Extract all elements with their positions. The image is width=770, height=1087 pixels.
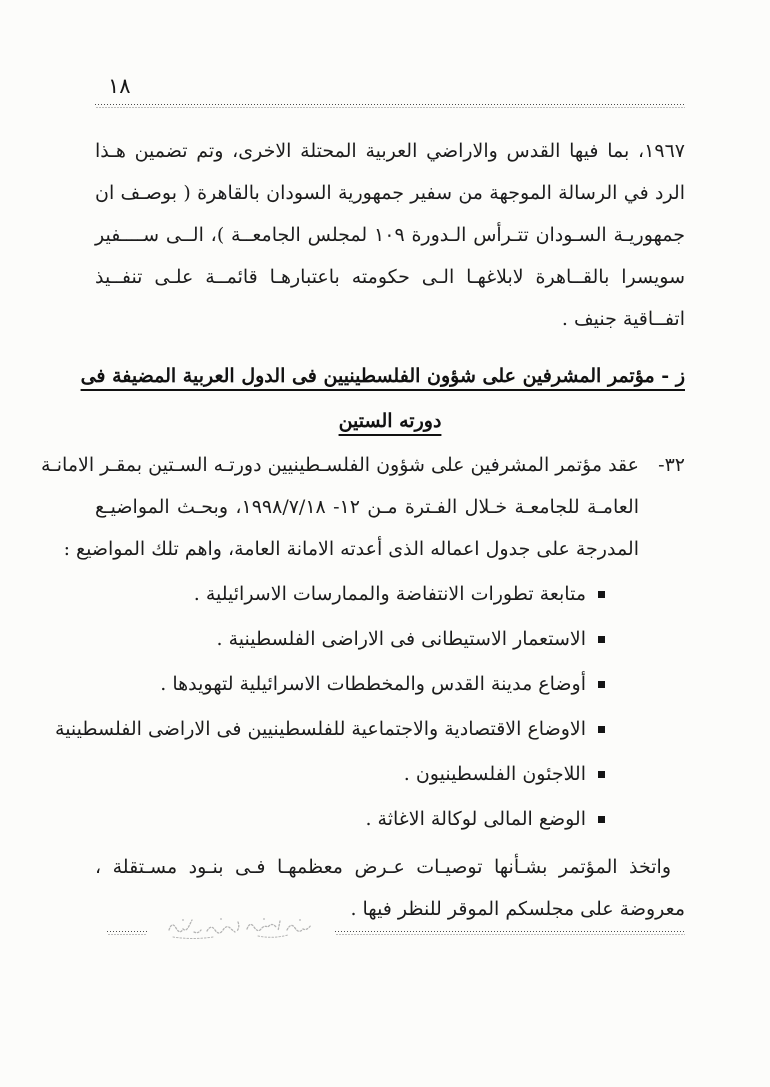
- list-item: [95, 752, 685, 797]
- footer-rule-left: [107, 931, 147, 935]
- list-item: [95, 662, 685, 707]
- bullet-square-icon: [598, 681, 605, 688]
- list-item: [95, 797, 685, 842]
- list-item-text: الوضع المالى لوكالة الاغاثة .: [365, 808, 586, 830]
- bullet-square-icon: [598, 726, 605, 733]
- bullet-square-icon: [598, 771, 605, 778]
- list-item: [95, 572, 685, 617]
- section-heading-line2: دورته الستين: [338, 410, 442, 432]
- page-number: ١٨: [108, 74, 131, 98]
- bullet-square-icon: [598, 591, 605, 598]
- section-heading-line1: ز - مؤتمر المشرفين على شؤون الفلسطينيين فى الدول العربية المضيفة فى: [80, 365, 685, 387]
- bullet-square-icon: [598, 636, 605, 643]
- item-number: ٣٢-: [658, 454, 685, 476]
- intro-paragraph: [95, 130, 685, 340]
- footer-rule-right: [335, 931, 685, 935]
- list-item-text: متابعة تطورات الانتفاضة والممارسات الاسرائيلية .: [193, 583, 586, 605]
- paragraph-line: اتفــاقية جنيف .: [561, 308, 685, 330]
- list-item-text: أوضاع مدينة القدس والمخططات الاسرائيلية لتهويدها .: [160, 673, 586, 695]
- topics-list: [55, 572, 685, 842]
- list-item: [95, 617, 685, 662]
- paragraph-line: عقد مؤتمر المشرفين على شؤون الفلسـطينيين دورتـه السـتين بمقـر الامانـة: [40, 454, 639, 476]
- page-header: [95, 0, 685, 98]
- list-item-text: الاوضاع الاقتصادية والاجتماعية للفلسطينيين فى الاراضى الفلسطينية: [55, 718, 586, 740]
- section-heading: [80, 354, 685, 444]
- paragraph-line: ١٩٦٧، بما فيها القدس والاراضي العربية المحتلة الاخرى، وتم تضمين هـذا: [95, 140, 685, 162]
- list-item: [55, 707, 685, 752]
- paragraph-line: واتخذ المؤتمر بشـأنها توصيـات عـرض معظمهـا فـى بنـود مسـتقلة ،: [95, 856, 671, 878]
- item-32: [40, 444, 685, 570]
- paragraph-line: معروضة على مجلسكم الموقر للنظر فيها .: [350, 898, 685, 920]
- header-rule: [95, 104, 685, 108]
- paragraph-line: العامـة للجامعـة خـلال الفـترة مـن ١٢- ١٩٩٨/٧/١٨، وبحـث المواضيـع: [95, 496, 639, 518]
- item-paragraph: [40, 444, 639, 570]
- faint-handwriting: [163, 915, 323, 941]
- paragraph-line: الرد في الرسالة الموجهة من سفير جمهورية السودان بالقاهرة ( بوصـف ان: [95, 182, 685, 204]
- list-item-text: الاستعمار الاستيطانى فى الاراضى الفلسطينية .: [216, 628, 586, 650]
- list-item-text: اللاجئون الفلسطينيون .: [403, 763, 586, 785]
- paragraph-line: سويسرا بالقــاهرة لابلاغهـا الـى حكومته باعتبارهـا قائمــة علـى تنفــيذ: [95, 266, 685, 288]
- paragraph-line: جمهوريـة السـودان تتـرأس الـدورة ١٠٩ لمجلس الجامعــة )، الــى ســــفير: [95, 224, 685, 246]
- bullet-square-icon: [598, 816, 605, 823]
- paragraph-line: المدرجة على جدول اعماله الذى أعدته الامانة العامة، واهم تلك المواضيع :: [63, 538, 639, 560]
